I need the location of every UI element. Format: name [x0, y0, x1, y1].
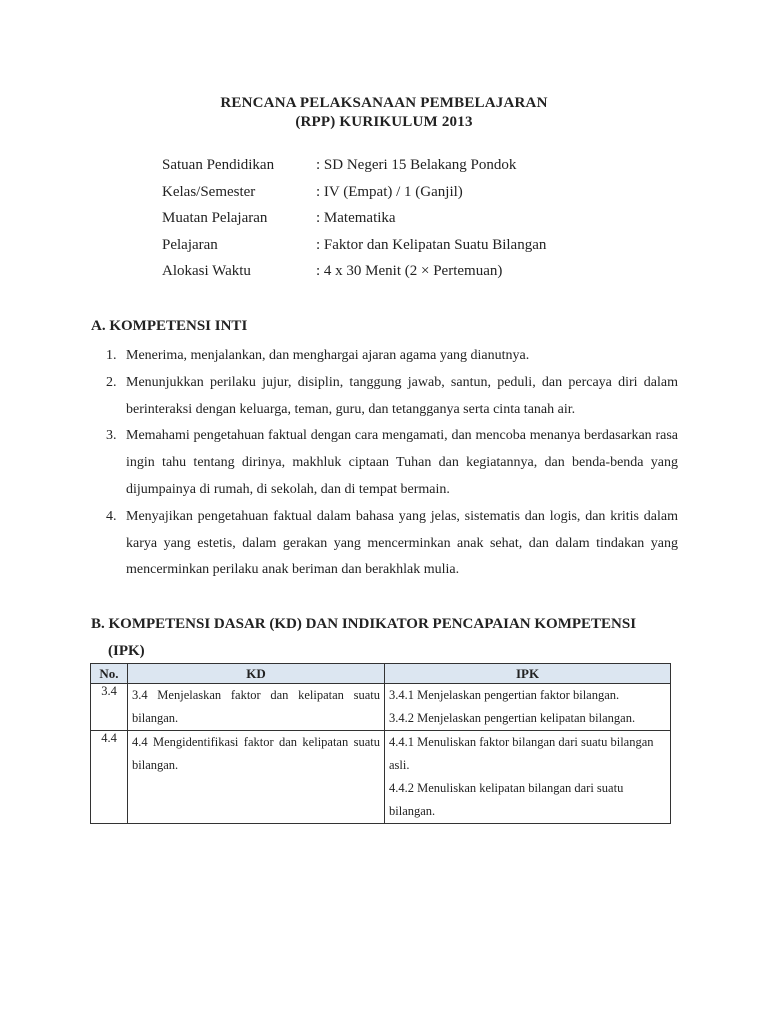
- info-value: : SD Negeri 15 Belakang Pondok: [316, 157, 517, 173]
- column-header-ipk: IPK: [385, 664, 671, 684]
- info-value: : IV (Empat) / 1 (Ganjil): [316, 183, 463, 200]
- table-header-row: [91, 664, 671, 684]
- list-item: [106, 423, 678, 503]
- info-row-muatan: [162, 208, 582, 235]
- info-label: Pelajaran: [162, 236, 218, 253]
- cell-kd: 3.4 Menjelaskan faktor dan kelipatan suatu bilangan.: [128, 684, 385, 731]
- info-row-satuan: [162, 155, 582, 182]
- list-text: Menerima, menjalankan, dan menghargai ajaran agama yang dianutnya.: [126, 348, 530, 363]
- list-item: [106, 504, 678, 584]
- cell-no: 3.4: [91, 684, 128, 731]
- kompetensi-inti-list: [106, 343, 678, 584]
- section-b-heading-line1: B. KOMPETENSI DASAR (KD) DAN INDIKATOR PENCAPAIAN KOMPETENSI: [91, 616, 637, 632]
- cell-ipk: [385, 684, 671, 731]
- list-number: 1.: [106, 348, 117, 363]
- cell-no: 4.4: [91, 731, 128, 824]
- info-label: Muatan Pelajaran: [162, 210, 268, 226]
- info-row-kelas: [162, 182, 582, 209]
- section-a-heading: A. KOMPETENSI INTI: [91, 318, 248, 334]
- list-text: Menyajikan pengetahuan faktual dalam bahasa yang jelas, sistematis dan logis, dan kritis dalam karya yang estetis, dalam gerakan yang mencerminkan anak sehat, dan dalam tindakan yang mencerminkan perilaku anak beriman dan berakhlak mulia.: [126, 508, 678, 578]
- info-label: Alokasi Waktu: [162, 263, 251, 279]
- ipk-item: 3.4.1 Menjelaskan pengertian faktor bilangan.: [389, 688, 620, 702]
- ipk-item: 3.4.2 Menjelaskan pengertian kelipatan bilangan.: [389, 711, 636, 725]
- info-row-alokasi: [162, 261, 582, 288]
- identity-block: [162, 155, 582, 288]
- section-b-heading-line2: (IPK): [108, 643, 145, 659]
- table-row: [91, 684, 671, 731]
- cell-ipk: [385, 731, 671, 824]
- ipk-item: 4.4.1 Menuliskan faktor bilangan dari suatu bilangan asli.: [389, 735, 654, 772]
- kd-ipk-table: [90, 663, 671, 824]
- list-number: 2.: [106, 374, 117, 390]
- ipk-item: 4.4.2 Menuliskan kelipatan bilangan dari suatu bilangan.: [389, 781, 624, 818]
- info-value: : Matematika: [316, 210, 396, 226]
- table-row: [91, 731, 671, 824]
- list-text: Memahami pengetahuan faktual dengan cara mengamati, dan mencoba menanya berdasarkan rasa ingin tahu tentang dirinya, makhluk ciptaan Tuhan dan kegiatannya, dan benda-benda yang dijumpainya di rumah, di sekolah, dan di tempat bermain.: [126, 428, 678, 497]
- document-title-line1: RENCANA PELAKSANAAN PEMBELAJARAN: [220, 95, 548, 111]
- list-number: 4.: [106, 508, 117, 524]
- info-label: Kelas/Semester: [162, 183, 256, 200]
- document-title-line2: (RPP) KURIKULUM 2013: [295, 114, 473, 130]
- list-number: 3.: [106, 428, 117, 444]
- info-value: : Faktor dan Kelipatan Suatu Bilangan: [316, 236, 547, 253]
- info-label: Satuan Pendidikan: [162, 157, 275, 173]
- column-header-no: No.: [91, 664, 128, 684]
- section-b-heading: [91, 611, 677, 665]
- info-value: : 4 x 30 Menit (2 × Pertemuan): [316, 263, 503, 279]
- list-item: [106, 343, 678, 370]
- cell-kd: 4.4 Mengidentifikasi faktor dan kelipatan suatu bilangan.: [128, 731, 385, 824]
- list-item: [106, 370, 678, 424]
- column-header-kd: KD: [128, 664, 385, 684]
- info-row-pelajaran: [162, 235, 582, 262]
- list-text: Menunjukkan perilaku jujur, disiplin, tanggung jawab, santun, peduli, dan percaya diri dalam berinteraksi dengan keluarga, teman, guru, dan tetangganya serta cinta tanah air.: [126, 374, 678, 417]
